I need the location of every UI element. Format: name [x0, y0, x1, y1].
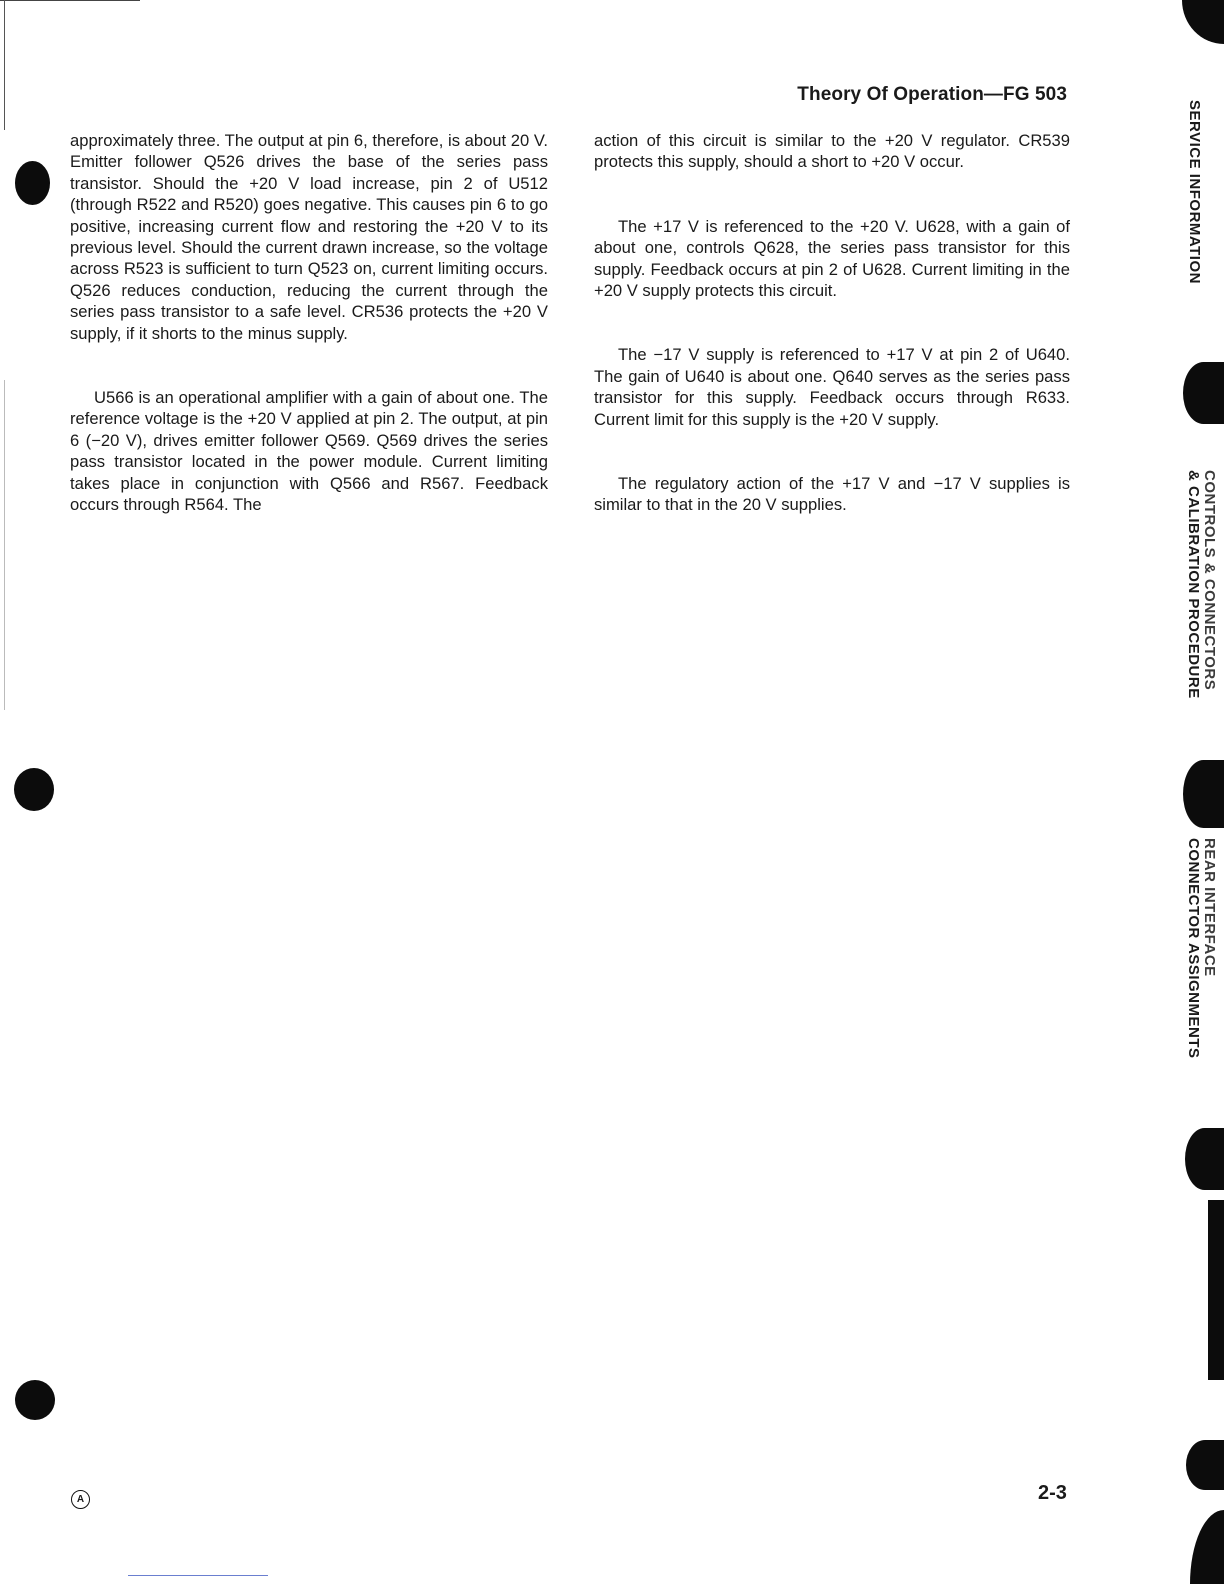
binder-hole	[15, 1380, 55, 1420]
paragraph: approximately three. The output at pin 6, therefore, is about 20 V. Emitter follower Q526 drives the base of the series pass transistor. Should the +20 V load increase, pin 2 of U512 (through R522 and R520) goes negative. This causes pin 6 to go positive, increasing current flow and restoring the +20 V to its previous level. Should the current drawn increase, so the voltage across R523 is sufficient to turn Q523 on, current limiting occurs. Q526 reduces conduction, reducing the current through the series pass transistor to a safe level. CR536 protects the +20 V supply, if it shorts to the minus supply.	[70, 131, 548, 343]
binder-hole	[15, 161, 50, 205]
tab-marker	[1185, 1128, 1224, 1190]
paragraph: The −17 V supply is referenced to +17 V at pin 2 of U640. The gain of U640 is about one. Q640 serves as the series pass transistor for this supply. Feedback occurs through R633. Current limit for this supply is the +20 V supply.	[594, 345, 1070, 429]
tab-calibration-procedure: & CALIBRATION PROCEDURE	[1185, 470, 1202, 699]
tab-connector-assignments: CONNECTOR ASSIGNMENTS	[1185, 838, 1202, 1059]
tab-marker	[1182, 0, 1224, 44]
left-column	[70, 130, 548, 516]
running-title: Theory Of Operation—FG 503	[797, 84, 1067, 105]
paragraph: The regulatory action of the +17 V and −17 V supplies is similar to that in the 20 V supplies.	[594, 474, 1070, 515]
revision-mark: A	[71, 1490, 90, 1509]
paragraph: action of this circuit is similar to the +20 V regulator. CR539 protects this supply, should a short to +20 V occur.	[594, 131, 1070, 172]
scan-edge-left-lower	[4, 380, 5, 710]
tab-marker	[1190, 1510, 1224, 1584]
scan-edge-top	[0, 0, 140, 1]
paragraph: The +17 V is referenced to the +20 V. U628, with a gain of about one, controls Q628, the series pass transistor for this supply. Feedback occurs at pin 2 of U628. Current limiting in the +20 V supply protects this circuit.	[594, 216, 1070, 301]
scan-edge-left	[4, 0, 5, 130]
binder-hole	[14, 768, 54, 811]
bottom-rule	[128, 1575, 268, 1576]
tab-marker	[1186, 1440, 1224, 1490]
tab-rear-interface: REAR INTERFACE	[1201, 838, 1218, 977]
right-column	[594, 130, 1070, 516]
tab-controls-connectors: CONTROLS & CONNECTORS	[1201, 470, 1218, 691]
page-number: 2-3	[1038, 1482, 1067, 1504]
tab-marker	[1208, 1200, 1224, 1380]
tab-service-information: SERVICE INFORMATION	[1186, 100, 1203, 284]
paragraph: U566 is an operational amplifier with a gain of about one. The reference voltage is the +20 V applied at pin 2. The output, at pin 6 (−20 V), drives emitter follower Q569. Q569 drives the series pass transistor located in the power module. Current limiting takes place in conjunction with Q566 and R567. Feedback occurs through R564. The	[70, 388, 548, 515]
tab-marker	[1183, 362, 1224, 424]
tab-marker	[1183, 760, 1224, 828]
